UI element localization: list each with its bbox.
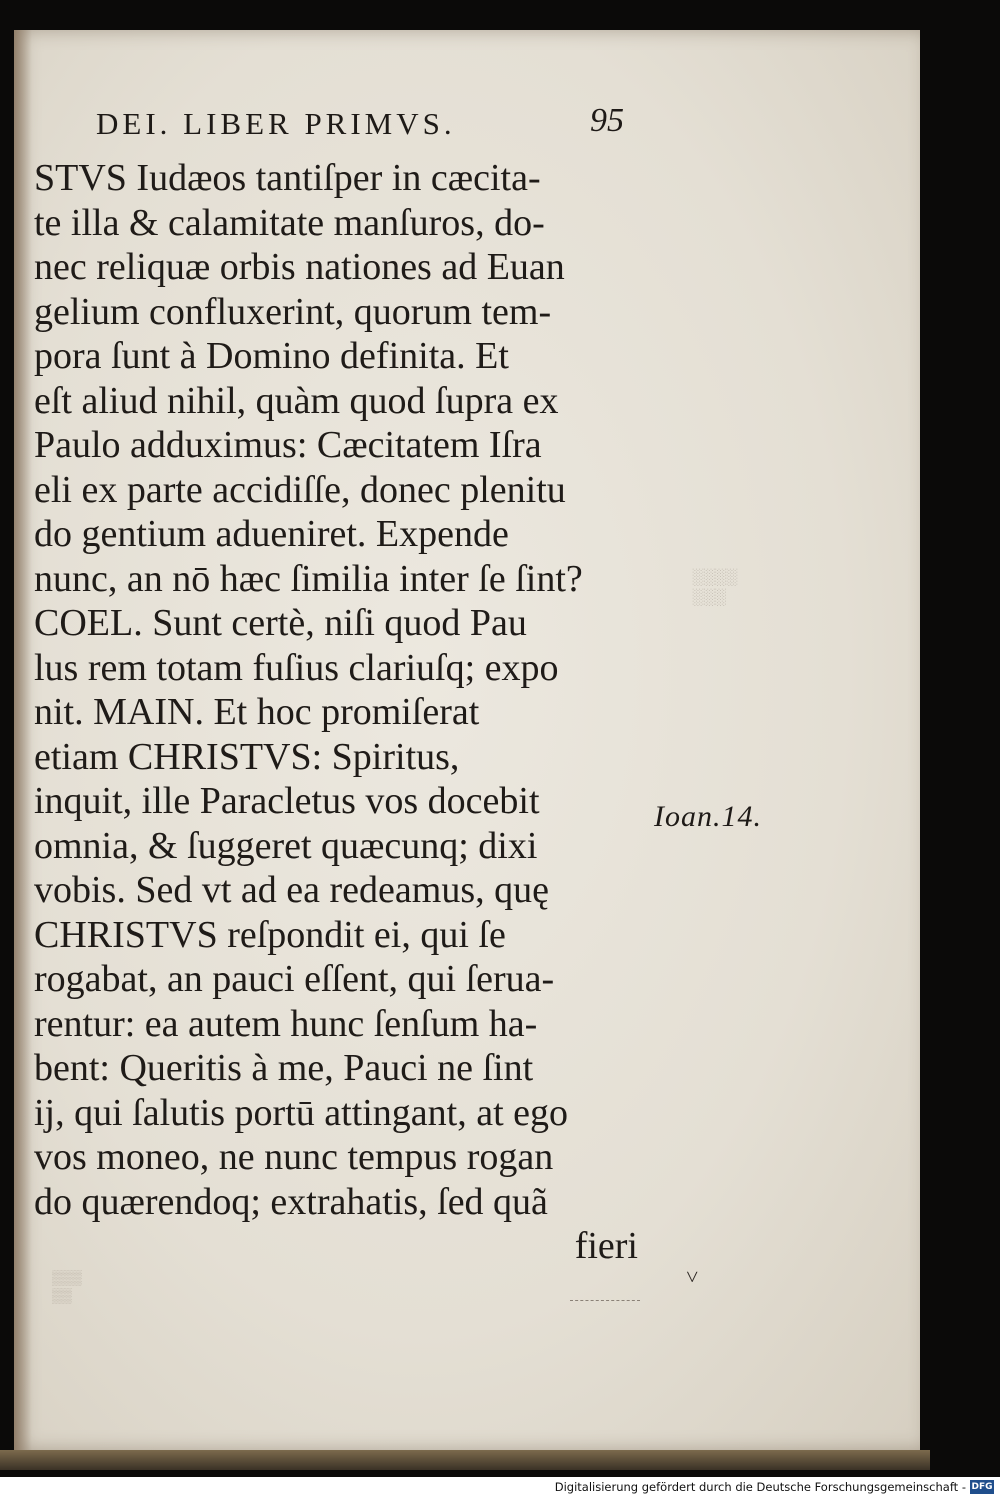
show-through-marks: ░░░░ ░░░ xyxy=(692,569,738,606)
rule-mark xyxy=(570,1300,640,1302)
text-line: Paulo adduximus: Cæcitatem Iſra xyxy=(34,424,542,466)
text-line: do gentium adueniret. Expende xyxy=(34,513,509,555)
text-line: CHRISTVS reſpondit ei, qui ſe xyxy=(34,913,506,956)
running-title: DEI. LIBER PRIMVS. xyxy=(96,106,456,141)
text-line: do quærendoq; extrahatis, ſed quã xyxy=(34,1180,548,1223)
text-line: te illa & calamitate manſuros, do- xyxy=(34,201,545,244)
text-line: bent: Queritis à me, Pauci ne ſint xyxy=(34,1047,534,1089)
text-line: nit. MAIN. Et hoc promiſerat xyxy=(34,691,480,733)
page-number: 95 xyxy=(590,102,624,139)
text-line: lus rem totam fuſius clariuſq; expo xyxy=(34,646,559,689)
text-line: omnia, & ſuggeret quæcunq; dixi xyxy=(34,824,538,867)
footer-credit: Digitalisierung gefördert durch die Deutsche Forschungsgemeinschaft - xyxy=(554,1480,966,1494)
text-line: ij, qui ſalutis portū attingant, at ego xyxy=(34,1091,569,1134)
text-line: nunc, an nō hæc ſimilia inter ſe ſint? xyxy=(34,557,583,600)
footer-bar xyxy=(0,1477,1000,1499)
page-edge xyxy=(0,1450,930,1470)
running-head xyxy=(96,102,656,146)
dfg-logo: DFG xyxy=(971,1482,993,1492)
text-line: rogabat, an pauci eſſent, qui ſerua- xyxy=(34,958,555,1000)
text-line: pora ſunt à Domino definita. Et xyxy=(34,335,509,377)
faint-stamp-mark: ▒▒▒ ▒▒ xyxy=(52,1271,82,1304)
text-line: gelium confluxerint, quorum tem- xyxy=(34,290,552,333)
text-line: STVS Iudæos tantiſper in cæcita- xyxy=(34,157,541,199)
text-line: rentur: ea autem hunc ſenſum ha- xyxy=(34,1002,538,1045)
text-line: etiam CHRISTVS: Spiritus, xyxy=(34,735,460,778)
ink-tick: ˅ xyxy=(686,1264,699,1289)
text-line: vos moneo, ne nunc tempus rogan xyxy=(34,1136,554,1178)
catchword: fieri xyxy=(574,1225,638,1267)
marginal-note: Ioan.14. xyxy=(654,800,762,833)
text-line: vobis. Sed vt ad ea redeamus, quę xyxy=(34,869,549,911)
spine-shadow xyxy=(14,30,32,1450)
text-line: inquit, ille Paracletus vos docebit xyxy=(34,780,540,822)
text-line: nec reliquæ orbis nationes ad Euan xyxy=(34,246,565,288)
text-line: COEL. Sunt certè, niſi quod Pau xyxy=(34,602,527,644)
text-line: eſt aliud nihil, quàm quod ſupra ex xyxy=(34,379,559,422)
body-text xyxy=(34,156,646,1269)
text-line: eli ex parte accidiſſe, donec plenitu xyxy=(34,468,566,511)
